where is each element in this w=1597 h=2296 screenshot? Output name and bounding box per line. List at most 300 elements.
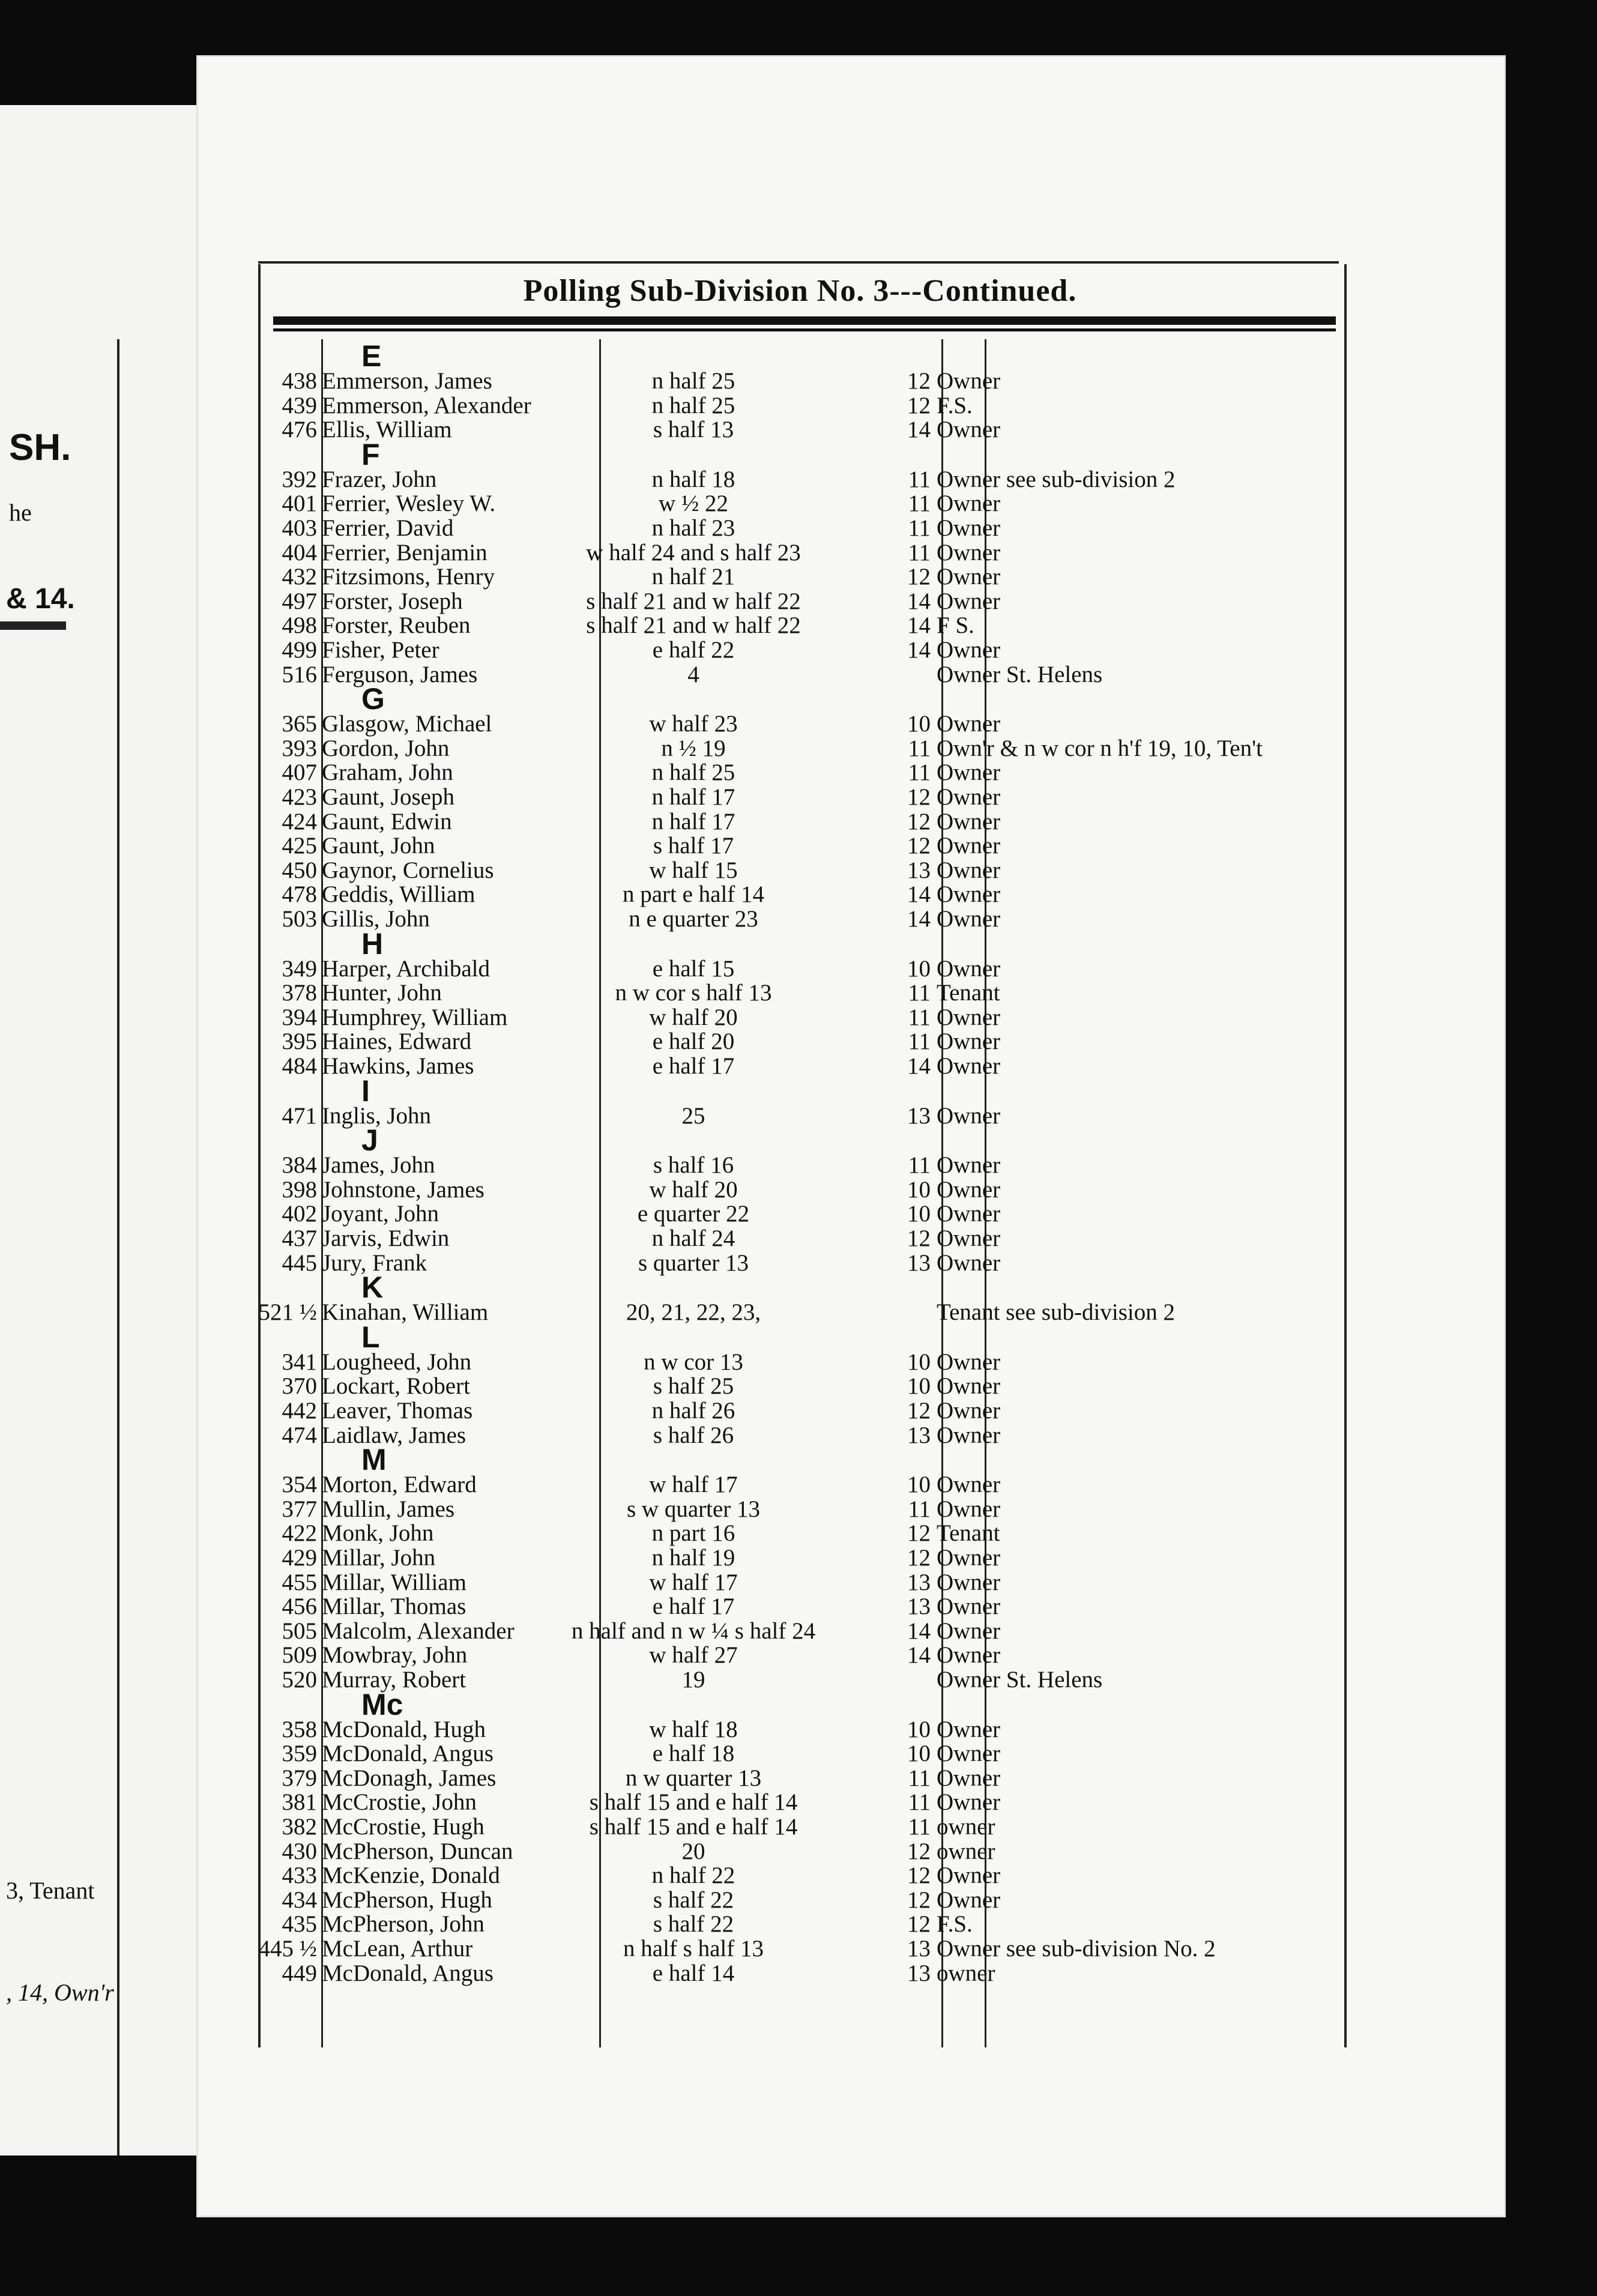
- voter-status: Owner: [937, 808, 1001, 835]
- table-row: [258, 1790, 1342, 1814]
- voter-status: Owner: [937, 1004, 1001, 1030]
- table-row: [258, 1595, 1342, 1619]
- voter-number: 471: [282, 1102, 317, 1129]
- voter-status: Owner St. Helens: [937, 661, 1103, 687]
- table-row: [258, 468, 1342, 492]
- voter-number: 520: [282, 1667, 317, 1693]
- voter-name: Laidlaw, James: [322, 1422, 466, 1448]
- table-row: [258, 492, 1342, 516]
- section-letter: J: [361, 1123, 378, 1158]
- voter-number: 393: [282, 735, 317, 761]
- table-row: [258, 1718, 1342, 1742]
- concession-number: 12: [907, 784, 931, 810]
- voter-number: 404: [282, 539, 317, 566]
- voter-number: 358: [282, 1716, 317, 1742]
- lot-description: e half 18: [652, 1741, 735, 1767]
- voter-number: 394: [282, 1004, 317, 1030]
- left-fragment: he: [9, 499, 32, 526]
- table-row: [258, 614, 1342, 638]
- voter-status: Owner: [937, 1862, 1001, 1889]
- voter-name: Lougheed, John: [322, 1349, 472, 1375]
- voter-number: 445 ½: [258, 1936, 317, 1962]
- voter-name: Humphrey, William: [322, 1004, 508, 1030]
- table-row: [258, 1178, 1342, 1202]
- lot-description: s half 22: [653, 1887, 734, 1913]
- table-row: [258, 981, 1342, 1005]
- concession-number: 14: [907, 1642, 931, 1669]
- voter-number: 402: [282, 1201, 317, 1227]
- voter-status: Owner: [937, 1373, 1001, 1400]
- lot-description: s quarter 13: [638, 1249, 749, 1276]
- lot-description: n half 21: [651, 564, 735, 590]
- concession-number: 11: [908, 491, 931, 517]
- table-row: [258, 737, 1342, 761]
- voter-status: Owner: [937, 1225, 1001, 1251]
- voter-status: Own'r & n w cor n h'f 19, 10, Ten't: [937, 735, 1263, 761]
- concession-number: 10: [907, 1201, 931, 1227]
- lot-description: s half 13: [653, 417, 734, 443]
- concession-number: 14: [907, 1053, 931, 1079]
- voter-number: 434: [282, 1887, 317, 1913]
- voter-number: 429: [282, 1545, 317, 1571]
- lot-description: e quarter 22: [637, 1201, 750, 1227]
- voter-number: 516: [282, 661, 317, 687]
- table-row: [258, 1668, 1342, 1692]
- lot-description: n half 25: [651, 760, 735, 786]
- voter-status: Tenant see sub-division 2: [937, 1299, 1175, 1326]
- voter-number: 379: [282, 1765, 317, 1791]
- voter-name: Hunter, John: [322, 980, 442, 1006]
- voter-name: Millar, William: [322, 1569, 466, 1595]
- concession-number: 11: [908, 1789, 931, 1816]
- section-letter: I: [361, 1074, 370, 1108]
- lot-description: e half 20: [652, 1029, 735, 1055]
- voter-status: Owner: [937, 1053, 1001, 1079]
- concession-number: 12: [907, 1225, 931, 1251]
- voter-name: McPherson, John: [322, 1911, 485, 1938]
- voter-number: 498: [282, 612, 317, 639]
- voter-number: 430: [282, 1838, 317, 1864]
- table-row: [258, 394, 1342, 418]
- voter-name: Forster, Joseph: [322, 588, 463, 614]
- lot-description: s half 22: [653, 1911, 734, 1938]
- concession-number: 10: [907, 1373, 931, 1400]
- lot-description: 25: [681, 1102, 705, 1129]
- voter-status: Owner: [937, 564, 1001, 590]
- voter-name: James, John: [322, 1152, 435, 1179]
- voter-name: McDonagh, James: [322, 1765, 497, 1791]
- voter-number: 435: [282, 1911, 317, 1938]
- concession-number: 12: [907, 1545, 931, 1571]
- voter-name: Ferrier, David: [322, 515, 454, 541]
- section-letter: E: [361, 339, 382, 373]
- concession-number: 13: [907, 1102, 931, 1129]
- table-row: [258, 1962, 1342, 1986]
- lot-description: n w cor s half 13: [615, 980, 772, 1006]
- concession-number: 11: [908, 1814, 931, 1840]
- voter-name: Emmerson, James: [322, 368, 492, 394]
- voter-number: 384: [282, 1152, 317, 1179]
- voter-status: Tenant: [937, 1520, 1000, 1547]
- voter-name: Gordon, John: [322, 735, 450, 761]
- section-letter: L: [361, 1320, 380, 1354]
- concession-number: 11: [908, 515, 931, 541]
- table-row: [258, 1473, 1342, 1497]
- lot-description: 4: [687, 661, 699, 687]
- voter-name: McCrostie, Hugh: [322, 1814, 485, 1840]
- lot-description: n half 25: [651, 368, 735, 394]
- concession-number: 12: [907, 1887, 931, 1913]
- voter-name: Johnstone, James: [322, 1176, 485, 1203]
- concession-number: 12: [907, 1520, 931, 1547]
- voter-name: Malcolm, Alexander: [322, 1618, 515, 1644]
- lot-description: 20, 21, 22, 23,: [626, 1299, 761, 1326]
- table-row: [258, 712, 1342, 736]
- voter-name: McDonald, Angus: [322, 1960, 494, 1986]
- section-letter: K: [361, 1270, 384, 1305]
- table-row: [258, 1350, 1342, 1374]
- voter-number: 423: [282, 784, 317, 810]
- voter-name: Gillis, John: [322, 906, 430, 932]
- voter-number: 425: [282, 833, 317, 859]
- table-row: [258, 1521, 1342, 1545]
- section-letter: M: [361, 1443, 387, 1477]
- voter-number: 449: [282, 1960, 317, 1986]
- lot-description: n half 17: [651, 784, 735, 810]
- concession-number: 11: [908, 1152, 931, 1179]
- voter-name: Lockart, Robert: [322, 1373, 470, 1400]
- voter-status: Owner: [937, 1496, 1001, 1522]
- voter-number: 497: [282, 588, 317, 614]
- voter-number: 407: [282, 760, 317, 786]
- voter-status: Owner: [937, 1765, 1001, 1791]
- table-row: [258, 785, 1342, 809]
- concession-number: 12: [907, 1911, 931, 1938]
- voter-number: 395: [282, 1029, 317, 1055]
- lot-description: 20: [681, 1838, 705, 1864]
- voter-status: Owner: [937, 784, 1001, 810]
- voter-name: Emmerson, Alexander: [322, 392, 531, 418]
- concession-number: 13: [907, 857, 931, 883]
- voter-status: Owner: [937, 1569, 1001, 1595]
- concession-number: 11: [908, 466, 931, 492]
- lot-description: n half 25: [651, 392, 735, 418]
- concession-number: 14: [907, 881, 931, 908]
- voter-name: Hawkins, James: [322, 1053, 474, 1079]
- lot-description: s half 21 and w half 22: [586, 612, 801, 639]
- voter-name: Gaunt, John: [322, 833, 435, 859]
- voter-name: Kinahan, William: [322, 1299, 489, 1326]
- lot-description: w half 15: [649, 857, 738, 883]
- right-page: [198, 57, 1504, 2216]
- table-row: [258, 1202, 1342, 1226]
- voter-number: 476: [282, 417, 317, 443]
- concession-number: 11: [908, 539, 931, 566]
- concession-number: 12: [907, 564, 931, 590]
- voter-number: 503: [282, 906, 317, 932]
- voter-status: Owner: [937, 833, 1001, 859]
- concession-number: 14: [907, 906, 931, 932]
- voter-status: Owner: [937, 368, 1001, 394]
- lot-description: e half 14: [652, 1960, 735, 1986]
- table-row: [258, 810, 1342, 834]
- table-row: [258, 1937, 1342, 1961]
- voter-status: Owner: [937, 539, 1001, 566]
- concession-number: 12: [907, 392, 931, 418]
- voter-number: 359: [282, 1741, 317, 1767]
- lot-description: w half 17: [649, 1472, 738, 1498]
- frame-top-rule: [258, 261, 1339, 264]
- voter-status: Owner: [937, 1398, 1001, 1424]
- voter-number: 474: [282, 1422, 317, 1448]
- voter-number: 438: [282, 368, 317, 394]
- voter-number: 455: [282, 1569, 317, 1595]
- table-row: [258, 565, 1342, 589]
- voter-number: 521 ½: [258, 1299, 317, 1326]
- voter-status: owner: [937, 1814, 995, 1840]
- left-rule: [0, 621, 66, 630]
- voter-number: 499: [282, 637, 317, 663]
- voter-name: Graham, John: [322, 760, 453, 786]
- concession-number: 12: [907, 1862, 931, 1889]
- concession-number: 10: [907, 1349, 931, 1375]
- voter-name: Morton, Edward: [322, 1472, 477, 1498]
- voter-status: Owner: [937, 1349, 1001, 1375]
- concession-number: 13: [907, 1594, 931, 1620]
- voter-name: Leaver, Thomas: [322, 1398, 473, 1424]
- voter-name: McLean, Arthur: [322, 1936, 473, 1962]
- voter-number: 439: [282, 392, 317, 418]
- lot-description: w half 17: [649, 1569, 738, 1595]
- voter-name: Harper, Archibald: [322, 955, 490, 982]
- table-row: [258, 1840, 1342, 1864]
- table-row: [258, 1424, 1342, 1448]
- section-letter: F: [361, 437, 380, 471]
- concession-number: 12: [907, 833, 931, 859]
- voter-name: Fitzsimons, Henry: [322, 564, 495, 590]
- voter-status: Owner: [937, 1102, 1001, 1129]
- voter-number: 432: [282, 564, 317, 590]
- voter-status: Owner: [937, 417, 1001, 443]
- voter-number: 484: [282, 1053, 317, 1079]
- voter-status: Owner: [937, 1176, 1001, 1203]
- concession-number: 10: [907, 1176, 931, 1203]
- voter-name: Mullin, James: [322, 1496, 454, 1522]
- voter-status: Owner: [937, 1545, 1001, 1571]
- concession-number: 12: [907, 368, 931, 394]
- concession-number: 10: [907, 1741, 931, 1767]
- voter-name: Ellis, William: [322, 417, 452, 443]
- lot-description: n ½ 19: [661, 735, 726, 761]
- voter-status: Owner: [937, 491, 1001, 517]
- section-letter: G: [361, 682, 385, 716]
- voter-number: 478: [282, 881, 317, 908]
- voter-status: Owner: [937, 1716, 1001, 1742]
- lot-description: n half 23: [651, 515, 735, 541]
- lot-description: s half 15 and e half 14: [589, 1789, 798, 1816]
- voter-status: Owner: [937, 906, 1001, 932]
- voter-name: McDonald, Hugh: [322, 1716, 486, 1742]
- voter-number: 349: [282, 955, 317, 982]
- lot-description: n half 17: [651, 808, 735, 835]
- voter-status: Owner: [937, 1472, 1001, 1498]
- concession-number: 11: [908, 1765, 931, 1791]
- voter-name: Ferrier, Wesley W.: [322, 491, 496, 517]
- voter-number: 354: [282, 1472, 317, 1498]
- left-fragment: 3, Tenant: [6, 1877, 95, 1904]
- voter-number: 422: [282, 1520, 317, 1547]
- section-letter: H: [361, 926, 384, 961]
- lot-description: e half 17: [652, 1053, 735, 1079]
- voter-number: 365: [282, 711, 317, 737]
- lot-description: e half 17: [652, 1594, 735, 1620]
- lot-description: n w quarter 13: [625, 1765, 762, 1791]
- voter-status: Owner: [937, 711, 1001, 737]
- voter-name: Ferguson, James: [322, 661, 478, 687]
- voter-status: Owner: [937, 1201, 1001, 1227]
- table-row: [258, 907, 1342, 931]
- concession-number: 11: [908, 760, 931, 786]
- heading-rule-thin: [273, 328, 1336, 331]
- concession-number: 12: [907, 808, 931, 835]
- table-row: [258, 1766, 1342, 1790]
- concession-number: 11: [908, 1496, 931, 1522]
- concession-number: 12: [907, 1838, 931, 1864]
- section-letter: Mc: [361, 1687, 403, 1721]
- lot-description: e half 22: [652, 637, 735, 663]
- table-row: [258, 957, 1342, 981]
- voter-status: owner: [937, 1960, 995, 1986]
- voter-number: 450: [282, 857, 317, 883]
- voter-status: Owner: [937, 1887, 1001, 1913]
- table-row: [258, 1054, 1342, 1078]
- lot-description: s half 26: [653, 1422, 734, 1448]
- voter-status: Tenant: [937, 980, 1000, 1006]
- concession-number: 14: [907, 417, 931, 443]
- concession-number: 10: [907, 711, 931, 737]
- lot-description: n half 26: [651, 1398, 735, 1424]
- heading-rule-thick: [273, 316, 1336, 325]
- table-row: [258, 1301, 1342, 1325]
- voter-status: Owner: [937, 1741, 1001, 1767]
- voter-name: Monk, John: [322, 1520, 434, 1547]
- lot-description: n part 16: [651, 1520, 735, 1547]
- left-fragment: & 14.: [6, 583, 75, 615]
- voter-status: Owner: [937, 515, 1001, 541]
- lot-description: w half 20: [649, 1004, 738, 1030]
- voter-status: Owner: [937, 1152, 1001, 1179]
- lot-description: n w cor 13: [644, 1349, 743, 1375]
- voter-number: 437: [282, 1225, 317, 1251]
- voter-number: 398: [282, 1176, 317, 1203]
- concession-number: 13: [907, 1960, 931, 1986]
- voter-status: Owner: [937, 1422, 1001, 1448]
- table-row: [258, 859, 1342, 883]
- table-row: [258, 590, 1342, 614]
- voter-name: Ferrier, Benjamin: [322, 539, 488, 566]
- voter-number: 445: [282, 1249, 317, 1276]
- voter-number: 370: [282, 1373, 317, 1400]
- table-row: [258, 1251, 1342, 1275]
- table-row: [258, 1153, 1342, 1177]
- lot-description: w half 24 and s half 23: [586, 539, 801, 566]
- table-row: [258, 369, 1342, 393]
- table-row: [258, 1227, 1342, 1251]
- lot-description: s half 25: [653, 1373, 734, 1400]
- voter-name: McPherson, Duncan: [322, 1838, 513, 1864]
- voter-name: Murray, Robert: [322, 1667, 466, 1693]
- voter-status: Owner: [937, 881, 1001, 908]
- lot-description: w half 18: [649, 1716, 738, 1742]
- voter-name: McDonald, Angus: [322, 1741, 494, 1767]
- voter-number: 433: [282, 1862, 317, 1889]
- voter-status: F.S.: [937, 392, 973, 418]
- concession-number: 11: [908, 1029, 931, 1055]
- lot-description: w ½ 22: [659, 491, 728, 517]
- voter-status: Owner: [937, 1029, 1001, 1055]
- voter-name: Millar, John: [322, 1545, 436, 1571]
- voter-name: Gaunt, Edwin: [322, 808, 452, 835]
- table-row: [258, 418, 1342, 442]
- table-row: [258, 1815, 1342, 1839]
- lot-description: s half 15 and e half 14: [589, 1814, 798, 1840]
- voter-status: Owner: [937, 857, 1001, 883]
- voter-status: Owner St. Helens: [937, 1667, 1103, 1693]
- lot-description: n half and n w ¼ s half 24: [571, 1618, 816, 1644]
- voter-name: Gaynor, Cornelius: [322, 857, 494, 883]
- lot-description: s half 21 and w half 22: [586, 588, 801, 614]
- table-row: [258, 1104, 1342, 1128]
- voter-status: F.S.: [937, 1911, 973, 1938]
- voter-status: Owner: [937, 1249, 1001, 1276]
- voter-name: Jarvis, Edwin: [322, 1225, 450, 1251]
- lot-description: e half 15: [652, 955, 735, 982]
- voter-name: McPherson, Hugh: [322, 1887, 492, 1913]
- voter-number: 403: [282, 515, 317, 541]
- voter-status: Owner: [937, 1618, 1001, 1644]
- concession-number: 14: [907, 588, 931, 614]
- concession-number: 14: [907, 612, 931, 639]
- voter-name: Millar, Thomas: [322, 1594, 466, 1620]
- voter-number: 392: [282, 466, 317, 492]
- voter-number: 505: [282, 1618, 317, 1644]
- lot-description: 19: [681, 1667, 705, 1693]
- table-row: [258, 1006, 1342, 1030]
- left-fragment: , 14, Own'r: [6, 1979, 114, 2006]
- voter-status: Owner see sub-division No. 2: [937, 1936, 1216, 1962]
- voter-status: Owner: [937, 637, 1001, 663]
- lot-description: n half s half 13: [623, 1936, 764, 1962]
- voter-name: Gaunt, Joseph: [322, 784, 454, 810]
- voter-name: McCrostie, John: [322, 1789, 477, 1816]
- voter-number: 456: [282, 1594, 317, 1620]
- table-row: [258, 516, 1342, 540]
- voter-name: Haines, Edward: [322, 1029, 472, 1055]
- table-row: [258, 1619, 1342, 1643]
- table-row: [258, 1399, 1342, 1423]
- concession-number: 11: [908, 980, 931, 1006]
- concession-number: 13: [907, 1422, 931, 1448]
- voter-name: Glasgow, Michael: [322, 711, 492, 737]
- concession-number: 11: [908, 735, 931, 761]
- lot-description: s w quarter 13: [626, 1496, 761, 1522]
- table-row: [258, 1643, 1342, 1667]
- lot-description: n part e half 14: [622, 881, 765, 908]
- table-row: [258, 638, 1342, 662]
- table-row: [258, 1888, 1342, 1912]
- concession-number: 10: [907, 955, 931, 982]
- concession-number: 12: [907, 1398, 931, 1424]
